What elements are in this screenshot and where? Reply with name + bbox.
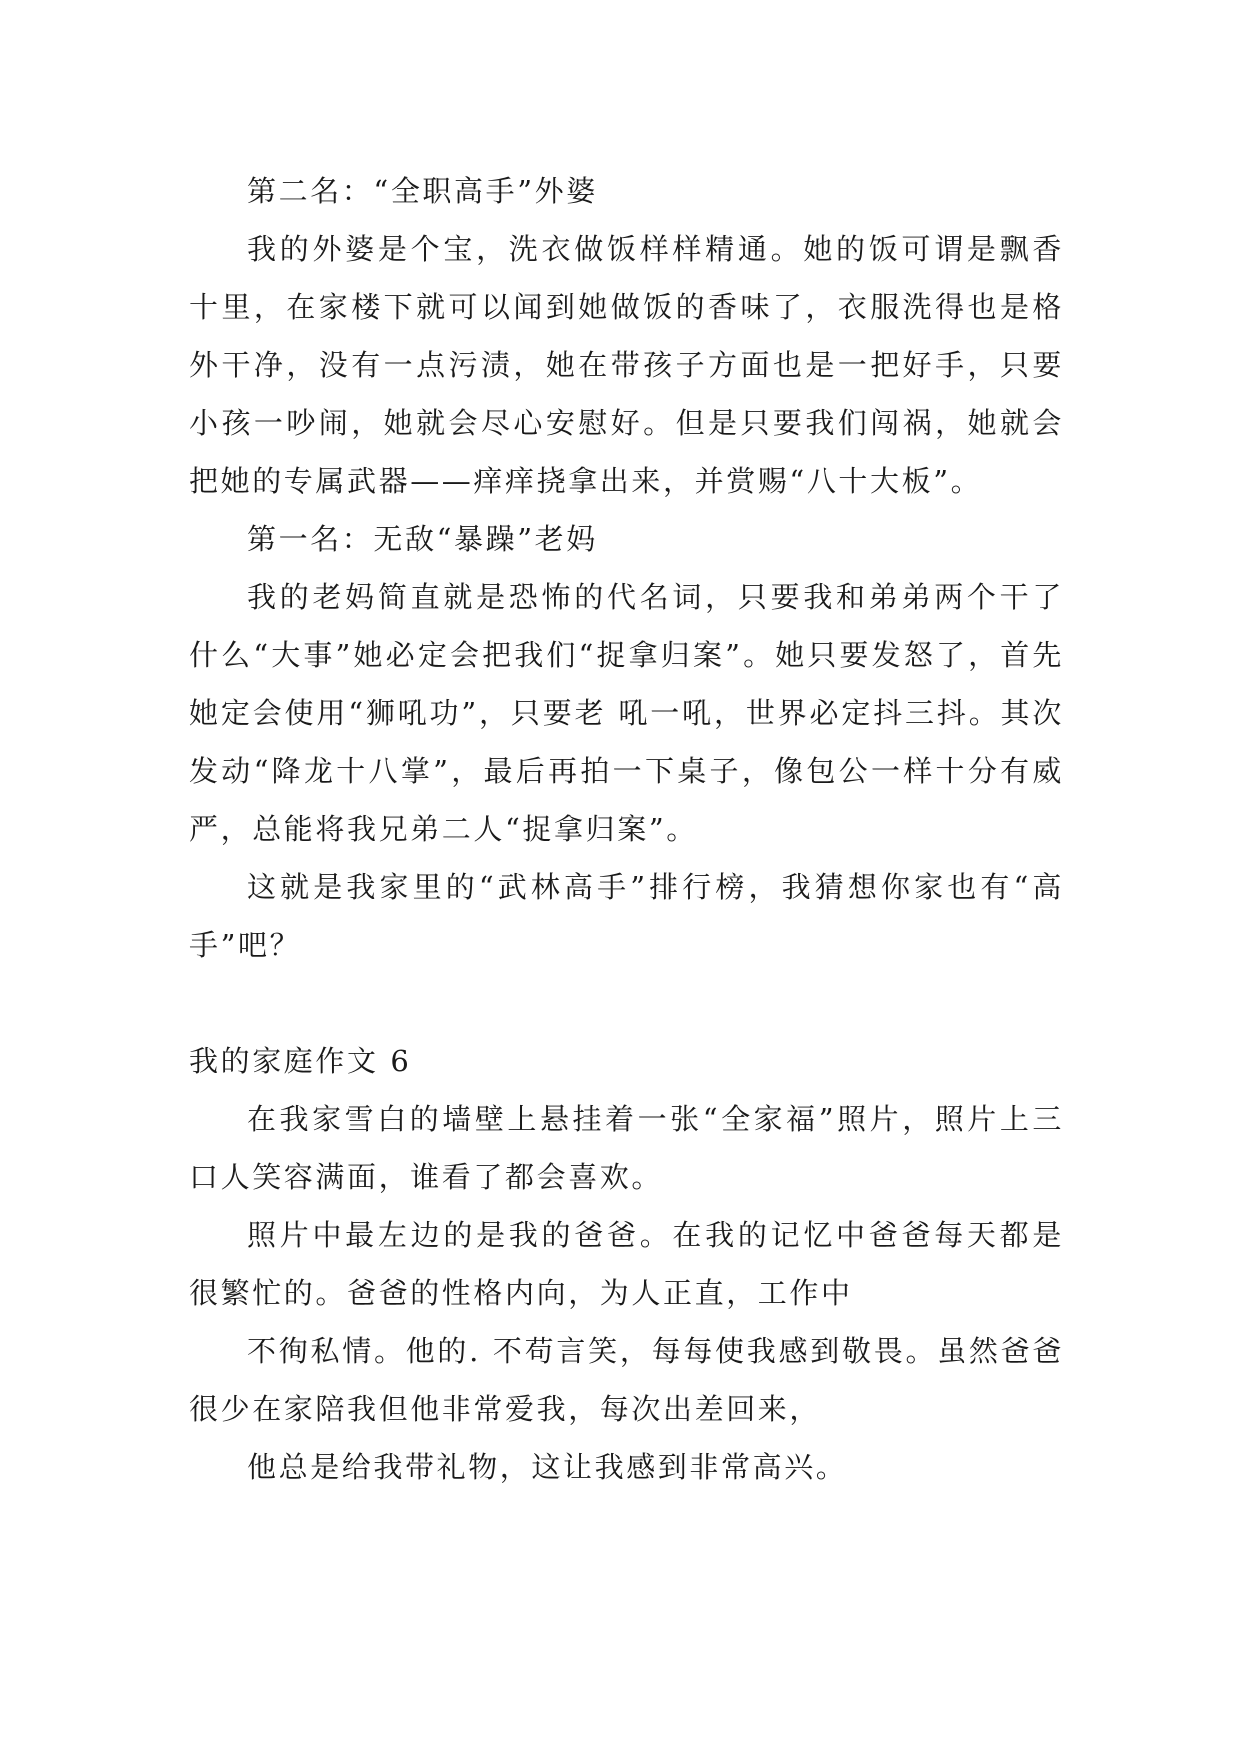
paragraph: 照片中最左边的是我的爸爸。在我的记忆中爸爸每天都是很繁忙的。爸爸的性格内向，为人正直，工作中 xyxy=(189,1218,1064,1310)
document-body xyxy=(189,162,1064,1496)
paragraph: 我的外婆是个宝，洗衣做饭样样精通。她的饭可谓是飘香十里，在家楼下就可以闻到她做饭的香味了，衣服洗得也是格外干净，没有一点污渍，她在带孩子方面也是一把好手，只要小孩一吵闹，她就会尽心安慰好。但是只要我们闯祸，她就会把她的专属武器——痒痒挠拿出来，并赏赐“八十大板”。 xyxy=(189,232,1064,498)
paragraph: 他总是给我带礼物，这让我感到非常高兴。 xyxy=(247,1450,848,1484)
paragraph: 第二名：“全职高手”外婆 xyxy=(247,174,598,208)
paragraph: 不徇私情。他的. 不苟言笑，每每使我感到敬畏。虽然爸爸很少在家陪我但他非常爱我，每次出差回来， xyxy=(189,1334,1064,1426)
paragraph: 这就是我家里的“武林高手”排行榜，我猜想你家也有“高手”吧？ xyxy=(189,870,1064,962)
paragraph: 在我家雪白的墙壁上悬挂着一张“全家福”照片，照片上三口人笑容满面，谁看了都会喜欢。 xyxy=(189,1102,1064,1194)
paragraph: 我的老妈简直就是恐怖的代名词，只要我和弟弟两个干了什么“大事”她必定会把我们“捉拿归案”。她只要发怒了，首先她定会使用“狮吼功”，只要老 吼一吼，世界必定抖三抖。其次发动“降龙十八掌”，最后再拍一下桌子，像包公一样十分有威严，总能将我兄弟二人“捉拿归案”。 xyxy=(189,580,1064,846)
section-gap xyxy=(189,974,1064,1032)
essay-title: 我的家庭作文 6 xyxy=(189,1044,412,1078)
paragraph: 第一名：无敌“暴躁”老妈 xyxy=(247,522,598,556)
